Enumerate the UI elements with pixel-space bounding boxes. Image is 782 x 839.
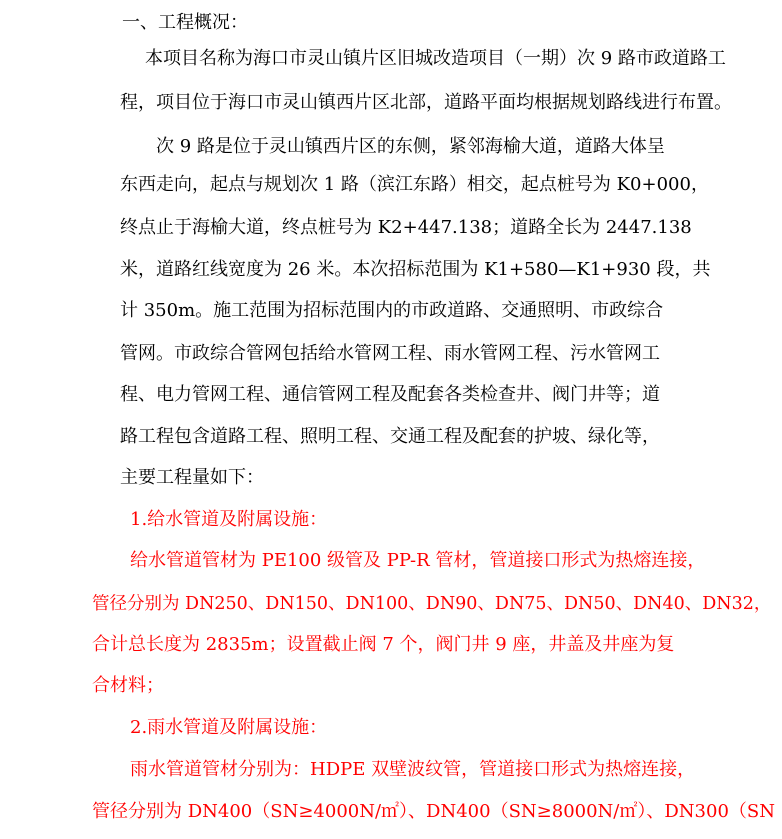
paragraph-line: 合材料； bbox=[92, 675, 164, 696]
paragraph-line: 路工程包含道路工程、照明工程、交通工程及配套的护坡、绿化等， bbox=[120, 426, 660, 447]
subsection-heading: 2.雨水管道及附属设施： bbox=[130, 717, 328, 738]
paragraph-line: 主要工程量如下： bbox=[120, 467, 264, 488]
section-heading: 一、工程概况： bbox=[122, 12, 248, 33]
paragraph-line: 管径分别为 DN250、DN150、DN100、DN90、DN75、DN50、DN40、DN32， bbox=[92, 594, 772, 614]
paragraph-line: 合计总长度为 2835m；设置截止阀 7 个，阀门井 9 座，井盖及井座为复 bbox=[92, 634, 675, 655]
subsection-heading: 1.给水管道及附属设施： bbox=[130, 509, 328, 530]
paragraph-line: 次 9 路是位于灵山镇西片区的东侧，紧邻海榆大道，道路大体呈 bbox=[156, 136, 665, 157]
paragraph-line: 给水管道管材为 PE100 级管及 PP-R 管材，管道接口形式为热熔连接， bbox=[130, 550, 706, 571]
paragraph-line: 本项目名称为海口市灵山镇片区旧城改造项目（一期）次 9 路市政道路工 bbox=[145, 48, 726, 69]
paragraph-line: 东西走向，起点与规划次 1 路（滨江东路）相交，起点桩号为 K0+000， bbox=[120, 174, 709, 195]
paragraph-line: 管网。市政综合管网包括给水管网工程、雨水管网工程、污水管网工 bbox=[120, 343, 660, 364]
paragraph-line: 终点止于海榆大道，终点桩号为 K2+447.138；道路全长为 2447.138 bbox=[120, 217, 692, 238]
paragraph-line: 米，道路红线宽度为 26 米。本次招标范围为 K1+580—K1+930 段，共 bbox=[120, 259, 711, 280]
paragraph-line: 程，项目位于海口市灵山镇西片区北部，道路平面均根据规划路线进行布置。 bbox=[120, 92, 732, 113]
paragraph-line: 程、电力管网工程、通信管网工程及配套各类检查井、阀门井等；道 bbox=[120, 384, 660, 405]
paragraph-line: 计 350m。施工范围为招标范围内的市政道路、交通照明、市政综合 bbox=[120, 300, 664, 321]
paragraph-line: 雨水管道管材分别为：HDPE 双壁波纹管，管道接口形式为热熔连接， bbox=[130, 759, 696, 780]
paragraph-line: 管径分别为 DN400（SN≥4000N/㎡）、DN400（SN≥8000N/㎡）、DN300（SN bbox=[92, 801, 775, 822]
